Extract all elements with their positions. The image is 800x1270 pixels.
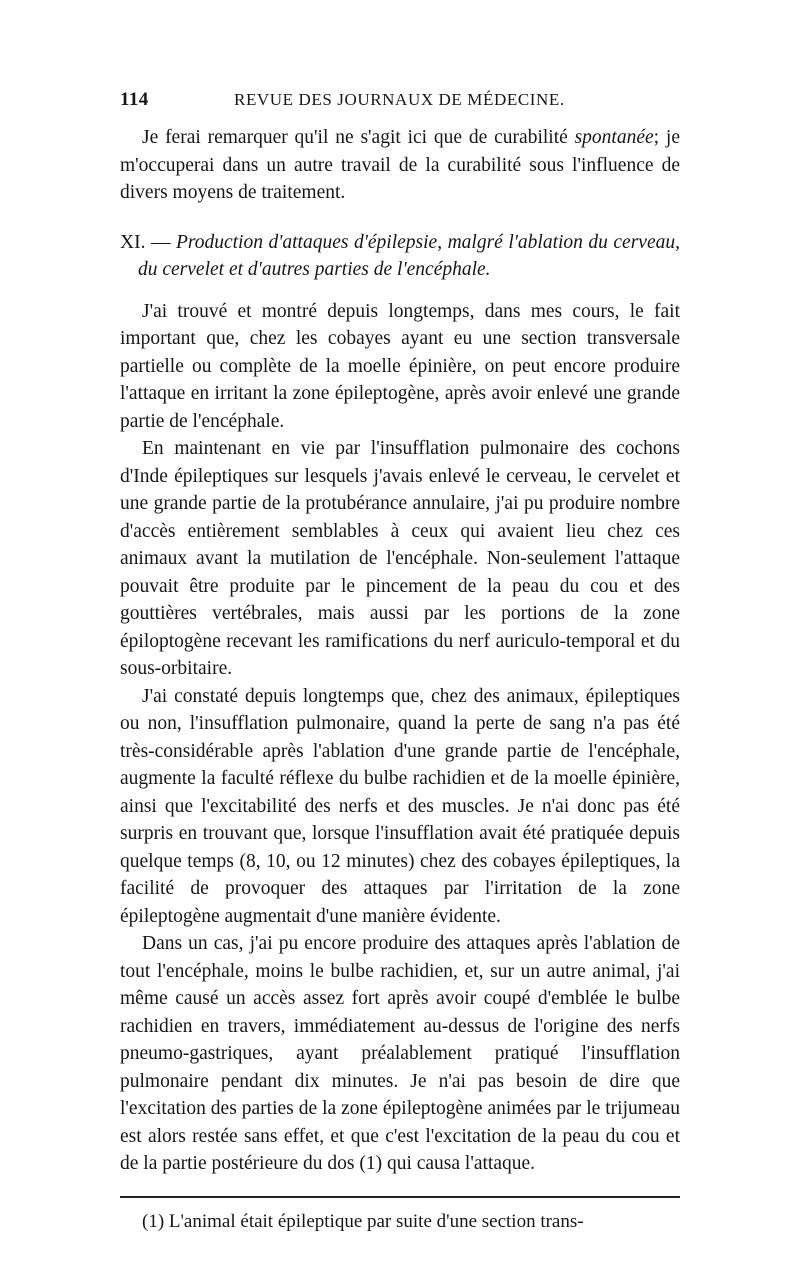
section-title: Production d'attaques d'épilepsie, malgré l'ablation du cerveau, du cervelet et d'autres parties de l'encéphale. bbox=[138, 231, 680, 280]
paragraph-observations: J'ai constaté depuis longtemps que, chez des animaux, épileptiques ou non, l'insufflation pulmonaire, quand la perte de sang n'a pas été très-considérable après l'ablation d'une grande partie de l'encéphale, augmente la faculté réflexe du bulbe rachidien et de la moelle épinière, ainsi que l'excitabilité des nerfs et des muscles. Je n'ai donc pas été surpris en trouvant que, lorsque l'insufflation avait été pratiquée depuis quelque temps (8, 10, ou 12 minutes) chez des cobayes épileptiques, la facilité de provoquer des attaques par l'irritation de la zone épileptogène augmentait d'une manière évidente. bbox=[120, 685, 680, 927]
page-number: 114 bbox=[120, 89, 149, 110]
section-number: XI. — bbox=[120, 231, 171, 253]
running-title: REVUE DES JOURNAUX DE MÉDECINE. bbox=[234, 90, 565, 109]
paragraph-curability-emphasis: spontanée bbox=[574, 127, 654, 148]
footnote: (1) L'animal était épileptique par suite d'une section trans- bbox=[142, 1210, 584, 1232]
footnote-divider-line bbox=[120, 1196, 680, 1198]
section-heading bbox=[120, 229, 680, 284]
paragraph-insufflation: En maintenant en vie par l'insufflation pulmonaire des cochons d'Inde épileptiques sur lesquels j'avais enlevé le cerveau, le cervelet et une grande partie de la protubérance annulaire, j'ai pu produire nombre d'accès entièrement semblables à ceux qui avaient lieu chez ces animaux avant la mutilation de l'encéphale. Non-seulement l'attaque pouvait être produite par le pincement de la peau du cou et des gouttières vertébrales, mais aussi par les portions de la zone épiloptogène recevant les ramifications du nerf auriculo-temporal et du sous-orbitaire. bbox=[120, 438, 680, 679]
paragraph-curability bbox=[120, 124, 680, 207]
paragraph-cobayes: J'ai trouvé et montré depuis longtemps, dans mes cours, le fait important que, chez les cobayes ayant eu une section transversale partielle ou complète de la moelle épinière, on peut encore produire l'attaque en irritant la zone épileptogène, après avoir enlevé une grande partie de l'encéphale. bbox=[120, 300, 680, 432]
running-header bbox=[120, 86, 680, 114]
footnote-rule bbox=[120, 1196, 680, 1200]
paragraph-ablation-case: Dans un cas, j'ai pu encore produire des attaques après l'ablation de tout l'encéphale, moins le bulbe rachidien, et, sur un autre animal, j'ai même causé un accès assez fort après avoir coupé d'emblée le bulbe rachidien en travers, immédiatement au-dessus de l'origine des nerfs pneumo-gastriques, ayant préalablement pratiqué l'insufflation pulmonaire pendant dix minutes. Je n'ai pas besoin de dire que l'excitation des parties de la zone épileptogène animées par le trijumeau est alors restée sans effet, et que c'est l'excitation de la peau du cou et de la partie postérieure du dos (1) qui causa l'attaque. bbox=[120, 933, 680, 1174]
paragraph-curability-end: ; je m'occuperai dans un autre travail de la curabilité sous l'influence de divers moyens de traitement. bbox=[120, 127, 680, 203]
document-page bbox=[120, 86, 680, 1235]
paragraph-curability-start: Je ferai remarquer qu'il ne s'agit ici que de curabilité bbox=[142, 127, 575, 148]
